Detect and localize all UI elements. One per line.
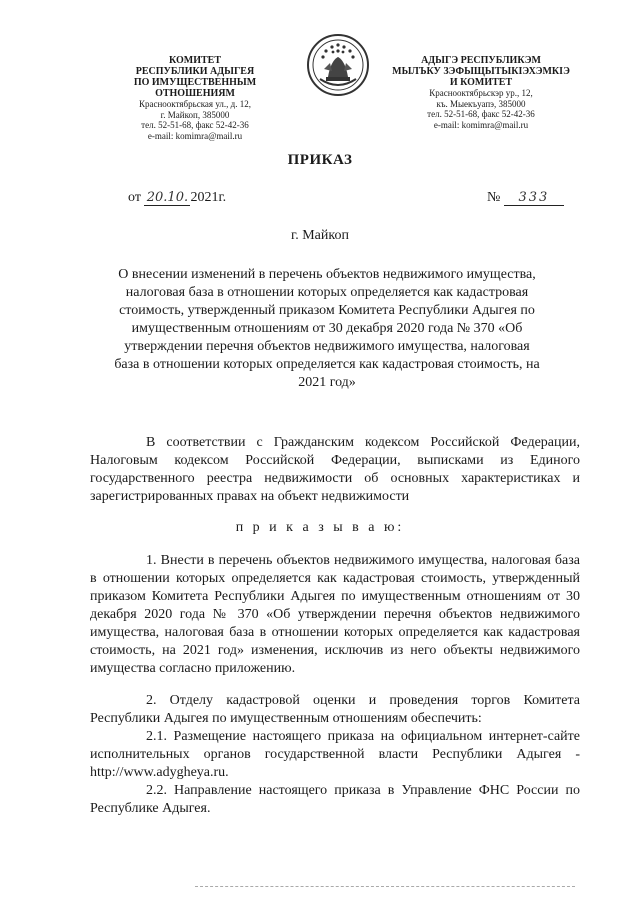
number-prefix: № <box>487 190 501 205</box>
header-left-phone: тел. 52-51-68, факс 52-42-36 <box>141 120 249 130</box>
document-title: ПРИКАЗ <box>287 152 353 168</box>
number-handwritten: 333 <box>504 191 564 206</box>
header-right-line1: АДЫГЭ РЕСПУБЛИКЭМ <box>421 55 541 66</box>
header-right-email: e-mail: komimra@mail.ru <box>433 119 529 130</box>
order-item-2: 2. Отделу кадастровой оценки и проведения торгов Комитета Республики Адыгея по имущественным отношениям обеспечить: <box>90 693 580 726</box>
page-bottom-divider <box>195 886 575 887</box>
emblem-icon <box>306 33 370 97</box>
header-right <box>386 55 576 130</box>
header-left <box>100 55 290 141</box>
header-left-line3: ПО ИМУЩЕСТВЕННЫМ ОТНОШЕНИЯМ <box>133 77 257 99</box>
header-left-email: e-mail: komimra@mail.ru <box>147 130 243 141</box>
date-prefix: от <box>128 190 141 205</box>
order-item-2-2: 2.2. Направление настоящего приказа в Управление ФНС России по Республике Адыгея. <box>90 783 580 816</box>
header-right-city: къ. Мыекъуапэ, 385000 <box>436 98 526 109</box>
order-item-1: 1. Внести в перечень объектов недвижимого имущества, налоговая база в отношении которых определяется как кадастровая стоимость, утвержденный приказом Комитета Республики Адыгея по имущественным отношениям от 30 декабря 2020 года № 370 «Об утверждении перечня объектов недвижимого имущества, налоговая база в отношении которых определяется как кадастровая стоимость, на 2021 год» изменения, исключив из него объекты недвижимого имущества согласно приложению. <box>90 553 580 676</box>
order-word: п р и к а з ы в а ю: <box>235 520 405 535</box>
document-number <box>487 190 564 206</box>
date-suffix: 2021г. <box>190 190 227 205</box>
document-date <box>128 190 226 206</box>
document-subject: О внесении изменений в перечень объектов недвижимого имущества, налоговая база в отношении которых определяется как кадастровая стоимость, утвержденный приказом Комитета Республики Адыгея по имущественным отношениям от 30 декабря 2020 года № 370 «Об утверждении перечня объектов недвижимого имущества, налоговая база в отношении которых определяется как кадастровая стоимость, на 2021 год» <box>114 267 540 390</box>
header-left-line2: РЕСПУБЛИКИ АДЫГЕЯ <box>135 66 255 77</box>
header-right-line2: МЫЛЪКУ ЗЭФЫЩЫТЫКІЭХЭМКІЭ <box>392 66 570 77</box>
header-left-line1: КОМИТЕТ <box>168 55 221 66</box>
order-item-2-1: 2.1. Размещение настоящего приказа на официальном интернет-сайте исполнительных органов государственной власти Республики Адыгея - http://www.adygheya.ru. <box>90 729 580 780</box>
header-right-phone: тел. 52-51-68, факс 52-42-36 <box>427 109 535 119</box>
document-city: г. Майкоп <box>291 228 349 243</box>
header-left-city: г. Майкоп, 385000 <box>160 109 230 120</box>
header-left-address: Краснооктябрьская ул., д. 12, <box>139 99 251 109</box>
header-right-address: Краснооктябрьскэр ур., 12, <box>429 88 533 98</box>
document-preamble: В соответствии с Гражданским кодексом Российской Федерации, Налоговым кодексом Российской Федерации, выписками из Единого государственного реестра недвижимости об основных характеристиках и зарегистрированных правах на объект недвижимости <box>90 435 580 504</box>
date-handwritten: 20.10. <box>144 191 190 206</box>
header-right-line3: И КОМИТЕТ <box>449 77 513 88</box>
